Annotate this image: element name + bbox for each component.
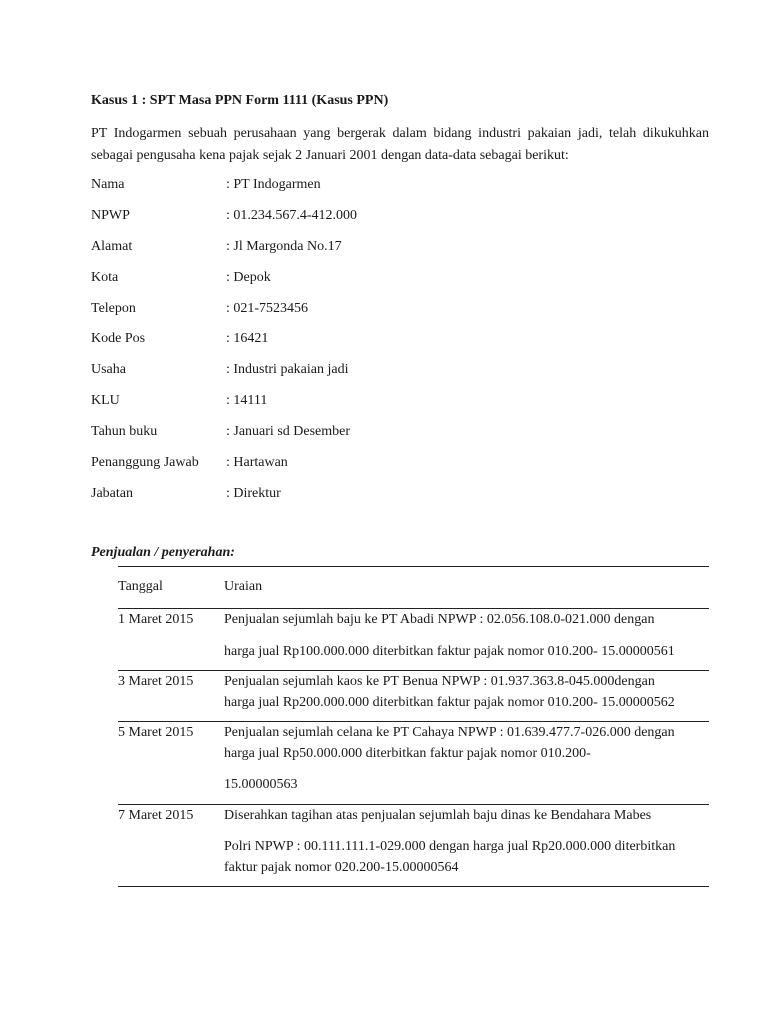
info-value: : 021-7523456 bbox=[226, 300, 309, 316]
info-row-kota bbox=[91, 267, 709, 298]
row-desc-cell bbox=[224, 671, 709, 713]
intro-line: PT Indogarmen sebuah perusahaan yang bergerak dalam bidang industri pakaian jadi, telah bbox=[91, 126, 637, 141]
info-value: : Depok bbox=[226, 269, 271, 285]
info-label: Kode Pos bbox=[91, 331, 146, 347]
info-row-penanggung-jawab bbox=[91, 452, 709, 483]
info-label: Jabatan bbox=[91, 485, 133, 501]
row-desc-line bbox=[224, 826, 709, 836]
row-desc-line: Penjualan sejumlah kaos ke PT Benua NPWP : 01.937.363.8-045.000dengan bbox=[224, 674, 655, 689]
info-label: Nama bbox=[91, 177, 125, 192]
info-row-npwp bbox=[91, 205, 709, 236]
row-date-cell bbox=[118, 805, 218, 826]
row-desc-line: Diserahkan tagihan atas penjualan sejumlah baju dinas ke Bendahara Mabes bbox=[224, 808, 652, 823]
row-date: 1 Maret 2015 bbox=[118, 612, 194, 627]
row-date: 7 Maret 2015 bbox=[118, 808, 194, 823]
row-desc-line: 15.00000563 bbox=[224, 777, 298, 792]
row-date: 5 Maret 2015 bbox=[118, 725, 194, 740]
info-value: : Industri pakaian jadi bbox=[226, 362, 349, 378]
info-label: NPWP bbox=[91, 207, 130, 223]
row-desc-cell bbox=[224, 722, 709, 795]
info-row-alamat bbox=[91, 236, 709, 267]
info-label: Penanggung Jawab bbox=[91, 455, 199, 471]
info-row-telepon bbox=[91, 298, 709, 329]
sales-table bbox=[118, 566, 709, 887]
info-value: : Hartawan bbox=[226, 455, 288, 471]
info-row-kode-pos bbox=[91, 328, 709, 359]
section-title: Penjualan / penyerahan: bbox=[91, 545, 235, 560]
table-header-cell bbox=[118, 576, 218, 597]
row-desc-line: harga jual Rp100.000.000 diterbitkan faktur pajak nomor 010.200- 15.00000561 bbox=[224, 644, 675, 659]
info-value: : PT Indogarmen bbox=[226, 177, 321, 192]
row-desc-line bbox=[224, 764, 709, 774]
header-tanggal: Tanggal bbox=[118, 579, 163, 594]
document-title: Kasus 1 : SPT Masa PPN Form 1111 (Kasus PPN) bbox=[91, 93, 389, 108]
row-date-cell bbox=[118, 609, 218, 630]
row-desc-line: faktur pajak nomor 020.200-15.00000564 bbox=[224, 860, 459, 875]
intro-paragraph bbox=[91, 123, 709, 167]
row-desc-line: Penjualan sejumlah celana ke PT Cahaya NPWP : 01.639.477.7-026.000 dengan bbox=[224, 725, 675, 740]
table-row bbox=[118, 609, 709, 671]
info-row-klu bbox=[91, 390, 709, 421]
table-row bbox=[118, 805, 709, 887]
table-header-cell bbox=[224, 576, 709, 597]
row-desc-line: Polri NPWP : 00.111.111.1-029.000 dengan harga jual Rp20.000.000 diterbitkan bbox=[224, 839, 676, 854]
row-desc-line: harga jual Rp50.000.000 diterbitkan faktur pajak nomor 010.200- bbox=[224, 746, 591, 761]
info-value: : 01.234.567.4-412.000 bbox=[226, 207, 358, 223]
info-value: : 16421 bbox=[226, 331, 269, 347]
header-uraian: Uraian bbox=[224, 579, 263, 594]
table-row bbox=[118, 722, 709, 805]
row-date-cell bbox=[118, 722, 218, 743]
info-row-tahun-buku bbox=[91, 421, 709, 452]
company-info-list bbox=[91, 174, 709, 514]
info-row-usaha bbox=[91, 359, 709, 390]
row-desc-line: Penjualan sejumlah baju ke PT Abadi NPWP : 02.056.108.0-021.000 dengan bbox=[224, 612, 655, 627]
info-value: : 14111 bbox=[226, 393, 268, 409]
info-label: Tahun buku bbox=[91, 424, 158, 440]
info-value: : Direktur bbox=[226, 485, 281, 501]
info-label: Usaha bbox=[91, 362, 126, 378]
info-value: : Jl Margonda No.17 bbox=[226, 238, 342, 254]
table-header-row bbox=[118, 567, 709, 609]
row-desc-cell bbox=[224, 805, 709, 878]
intro-line: dikukuhkan sebagai pengusaha kena pajak sejak 2 Januari 2001 dengan data-data sebagai berikut: bbox=[91, 126, 709, 163]
row-desc-line: harga jual Rp200.000.000 diterbitkan faktur pajak nomor 010.200- 15.00000562 bbox=[224, 695, 675, 710]
table-row bbox=[118, 671, 709, 722]
row-date: 3 Maret 2015 bbox=[118, 674, 194, 689]
info-label: Kota bbox=[91, 269, 119, 285]
row-date-cell bbox=[118, 671, 218, 692]
info-label: Alamat bbox=[91, 238, 133, 254]
row-desc-cell bbox=[224, 609, 709, 662]
info-value: : Januari sd Desember bbox=[226, 424, 351, 440]
info-row-jabatan bbox=[91, 483, 709, 514]
info-row-nama bbox=[91, 174, 709, 205]
info-label: KLU bbox=[91, 393, 120, 409]
info-label: Telepon bbox=[91, 300, 136, 316]
